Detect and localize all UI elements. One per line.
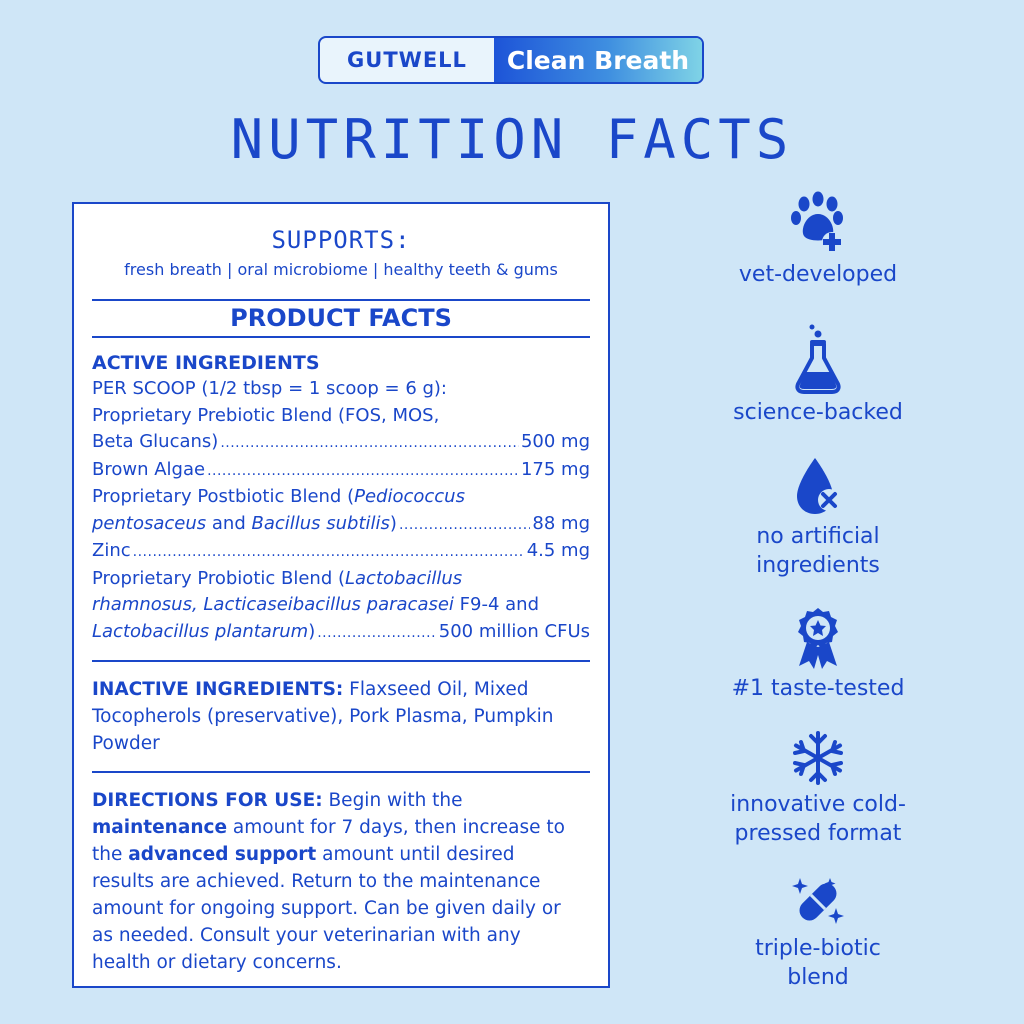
- prebiotic-amount: 500 mg: [520, 431, 590, 452]
- postbiotic-name: [92, 511, 397, 539]
- postbiotic-species: Bacillus subtilis: [251, 512, 390, 534]
- probiotic-row: [92, 619, 590, 647]
- prebiotic-line: Proprietary Prebiotic Blend (FOS, MOS,: [92, 404, 440, 426]
- leader-dots: [133, 538, 525, 566]
- brand-badge: [318, 36, 704, 84]
- divider: [92, 336, 590, 338]
- probiotic-text: ): [308, 620, 316, 642]
- probiotic-species: Lactobacillus: [345, 567, 463, 589]
- directions-emphasis: maintenance: [92, 817, 228, 838]
- supports-title: SUPPORTS:: [271, 226, 411, 254]
- per-scoop-line: PER SCOOP (1/2 tbsp = 1 scoop = 6 g):: [92, 378, 447, 399]
- postbiotic-text: Proprietary Postbiotic Blend (: [92, 486, 355, 507]
- algae-name: Brown Algae: [92, 458, 206, 480]
- snowflake-icon: [790, 730, 846, 786]
- postbiotic-text: ): [389, 512, 397, 534]
- probiotic-text: F9-4 and: [453, 594, 539, 615]
- award-ribbon-icon: [793, 606, 843, 670]
- postbiotic-row: [92, 511, 590, 539]
- probiotic-species: Lactobacillus plantarum: [92, 620, 309, 642]
- postbiotic-line: [92, 484, 590, 511]
- probiotic-line: [92, 592, 590, 619]
- flask-icon: [788, 322, 848, 394]
- feature-triple-biotic: [700, 874, 936, 992]
- feature-label: vet-developed: [738, 262, 898, 287]
- postbiotic-text: and: [206, 512, 252, 534]
- feature-label: innovative cold-pressed format: [730, 792, 906, 846]
- brand-name: GUTWELL: [347, 48, 467, 72]
- directions-emphasis: advanced support: [128, 844, 317, 865]
- zinc-row: [92, 538, 590, 566]
- feature-label: science-backed: [733, 400, 903, 425]
- directions-text: Begin with the: [322, 790, 463, 811]
- zinc-amount: 4.5 mg: [526, 540, 590, 561]
- leader-dots: [207, 457, 519, 485]
- drop-x-icon: [793, 456, 843, 518]
- probiotic-amount: 500 million CFUs: [438, 620, 590, 642]
- directions: [92, 787, 590, 976]
- facts-panel: [72, 202, 610, 988]
- product-name: Clean Breath: [494, 38, 702, 82]
- supports-list: fresh breath | oral microbiome | healthy teeth & gums: [124, 260, 558, 279]
- inactive-text: Flaxseed Oil, Mixed Tocopherols (preservative), Pork Plasma, Pumpkin Powder: [92, 679, 554, 754]
- feature-vet-developed: [700, 190, 936, 289]
- inactive-ingredients: [92, 676, 590, 757]
- directions-text: amount until desired results are achieved. Return to the maintenance amount for ongoing support. Can be given daily or as needed. Consult your veterinarian with any health or dietary concerns.: [92, 844, 561, 973]
- probiotic-species: rhamnosus, Lacticaseibacillus paracasei: [92, 594, 454, 615]
- feature-cold-pressed: [700, 730, 936, 848]
- postbiotic-amount: 88 mg: [532, 512, 590, 534]
- feature-science-backed: [700, 322, 936, 427]
- probiotic-line: [92, 566, 590, 593]
- probiotic-text: Proprietary Probiotic Blend (: [92, 567, 345, 589]
- algae-amount: 175 mg: [520, 458, 590, 480]
- leader-dots: [317, 619, 437, 647]
- algae-row: [92, 457, 590, 485]
- leader-dots: [220, 429, 519, 457]
- paw-plus-icon: [788, 190, 848, 256]
- divider: [92, 771, 590, 773]
- feature-no-artificial: [700, 456, 936, 580]
- page-title: NUTRITION FACTS: [230, 108, 794, 171]
- feature-label: triple-biotic blend: [755, 936, 881, 990]
- directions-text: amount for 7 days, then increase to the: [92, 817, 565, 865]
- postbiotic-species: pentosaceus: [92, 512, 207, 534]
- capsule-sparkle-icon: [790, 874, 846, 930]
- prebiotic-row: [92, 429, 590, 457]
- divider: [92, 660, 590, 662]
- zinc-name: Zinc: [92, 540, 131, 561]
- directions-label: DIRECTIONS FOR USE:: [92, 790, 323, 811]
- product-facts-title: PRODUCT FACTS: [230, 304, 452, 332]
- feature-label: no artificial ingredients: [756, 524, 880, 578]
- probiotic-name: [92, 619, 315, 647]
- feature-label: #1 taste-tested: [731, 676, 905, 701]
- feature-taste-tested: [700, 606, 936, 703]
- inactive-label: INACTIVE INGREDIENTS:: [92, 679, 344, 700]
- prebiotic-name: Beta Glucans): [92, 431, 219, 452]
- active-ingredients-heading: ACTIVE INGREDIENTS: [92, 352, 320, 374]
- leader-dots: [399, 511, 530, 539]
- postbiotic-species: Pediococcus: [354, 486, 465, 507]
